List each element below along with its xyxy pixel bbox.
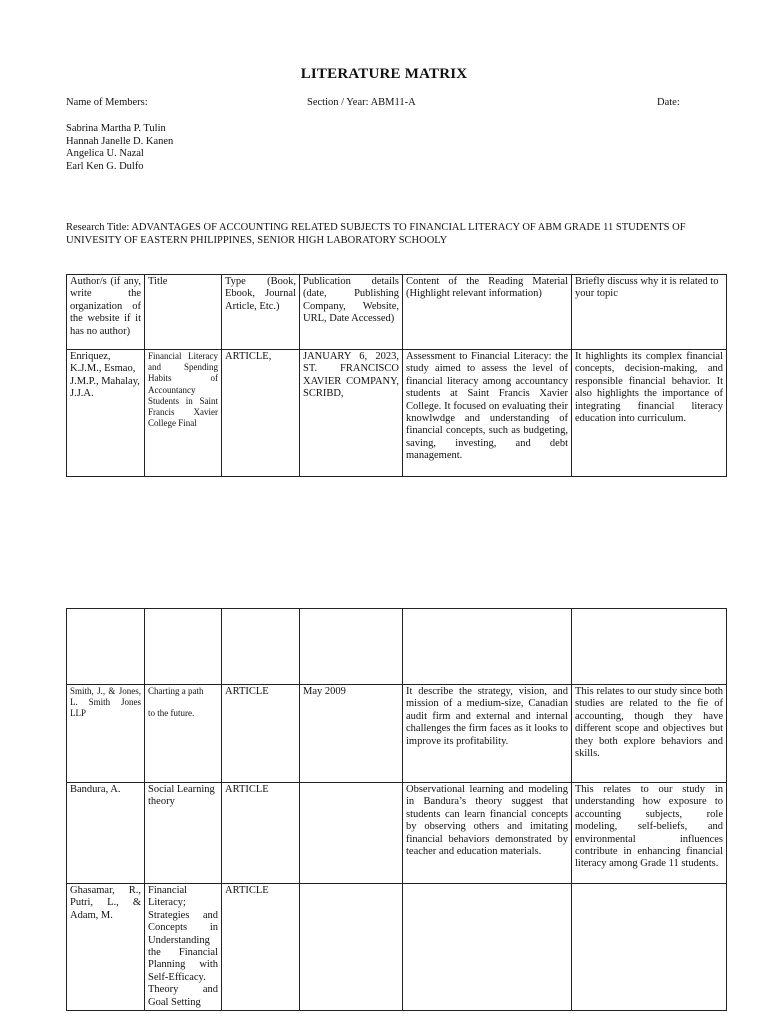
cell-publication [300, 783, 403, 884]
section-year-label: Section / Year: ABM11-A [307, 97, 416, 108]
table-header-row [67, 275, 727, 350]
cell-author: Smith, J., & Jones, L. Smith Jones LLP [67, 685, 145, 783]
cell-related: This relates to our study since both studies are related to the fie of accounting, though they have different scope and objectives but they both explore behaviors and skills. [572, 685, 727, 783]
cell-author: Bandura, A. [67, 783, 145, 884]
cell-title: Financial Literacy; Strategies and Concepts in Understanding the Financial Planning with Self-Efficacy. Theory and Goal Setting [145, 884, 222, 1011]
cell-type: ARTICLE [222, 783, 300, 884]
header-content: Content of the Reading Material (Highlight relevant information) [403, 275, 572, 350]
cell-title: Financial Literacy and Spending Habits of Accountancy Students in Saint Francis Xavier College Final [145, 350, 222, 477]
member-name: Angelica U. Nazal [66, 148, 144, 159]
cell-type: ARTICLE, [222, 350, 300, 477]
member-name: Earl Ken G. Dulfo [66, 160, 144, 172]
literature-matrix-table-continued [66, 608, 727, 1011]
table-row [67, 350, 727, 477]
header-related: Briefly discuss why it is related to your topic [572, 275, 727, 350]
cell-content: Observational learning and modeling in Bandura’s theory suggest that students can learn financial concepts by observing others and imitating financial behaviors demonstrated by teacher and education materials. [403, 783, 572, 884]
empty-cell [300, 609, 403, 685]
cell-publication: JANUARY 6, 2023, ST. FRANCISCO XAVIER COMPANY, SCRIBD, [300, 350, 403, 477]
cell-title: Social Learning theory [145, 783, 222, 884]
cell-author: Ghasamar, R., Putri, L., & Adam, M. [67, 884, 145, 1011]
name-of-members-label: Name of Members: [66, 97, 148, 108]
cell-content: It describe the strategy, vision, and mission of a medium-size, Canadian audit firm and external and internal challenges the firm faces as it looks to improve its profitability. [403, 685, 572, 783]
literature-matrix-table [66, 274, 727, 477]
empty-cell [67, 609, 145, 685]
header-publication: Publication details (date, Publishing Company, Website, URL, Date Accessed) [300, 275, 403, 350]
empty-cell [222, 609, 300, 685]
member-name: Sabrina Martha P. Tulin [66, 123, 166, 134]
table-row-empty [67, 609, 727, 685]
header-author: Author/s (if any, write the organization of the website if it has no author) [67, 275, 145, 350]
empty-cell [572, 609, 727, 685]
cell-content: Assessment to Financial Literacy: the study aimed to assess the level of financial literacy among accountancy students at Saint Francis Xavier College. It focused on evaluating their knowlwdge and understanding of financial concepts, such as budgeting, saving, investing, and debt management. [403, 350, 572, 477]
members-list [66, 123, 173, 173]
cell-publication [300, 884, 403, 1011]
table-row [67, 884, 727, 1011]
empty-cell [145, 609, 222, 685]
header-title: Title [145, 275, 222, 350]
member-name: Hannah Janelle D. Kanen [66, 135, 174, 147]
empty-cell [403, 609, 572, 685]
research-title: Research Title: ADVANTAGES OF ACCOUNTING RELATED SUBJECTS TO FINANCIAL LITERACY OF ABM GRADE 11 STUDENTS OF UNIVESITY OF EASTERN PHILIPPINES, SENIOR HIGH LABORATORY SCHOOLY [66, 222, 686, 246]
table-row [67, 783, 727, 884]
cell-publication: May 2009 [300, 685, 403, 783]
document-title: LITERATURE MATRIX [300, 66, 468, 82]
cell-title [145, 685, 222, 783]
cell-type: ARTICLE [222, 884, 300, 1011]
header-type: Type (Book, Ebook, Journal Article, Etc.) [222, 275, 300, 350]
date-label: Date: [657, 97, 680, 108]
cell-title-line: to the future. [148, 708, 195, 719]
cell-related [572, 884, 727, 1011]
cell-related: It highlights its complex financial concepts, decision-making, and responsible financial behavior. It also highlights the importance of integrating financial literacy education into curriculum. [572, 350, 727, 477]
cell-related: This relates to our study in understanding how exposure to accounting subjects, role modeling, self-beliefs, and environmental influences contribute in enhancing financial literacy among Grade 11 students. [572, 783, 727, 884]
table-row [67, 685, 727, 783]
cell-title-line: Charting a path [148, 686, 204, 696]
cell-type: ARTICLE [222, 685, 300, 783]
cell-author: Enriquez, K.J.M., Esmao, J.M.P., Mahalay, J.J.A. [67, 350, 145, 477]
cell-content [403, 884, 572, 1011]
